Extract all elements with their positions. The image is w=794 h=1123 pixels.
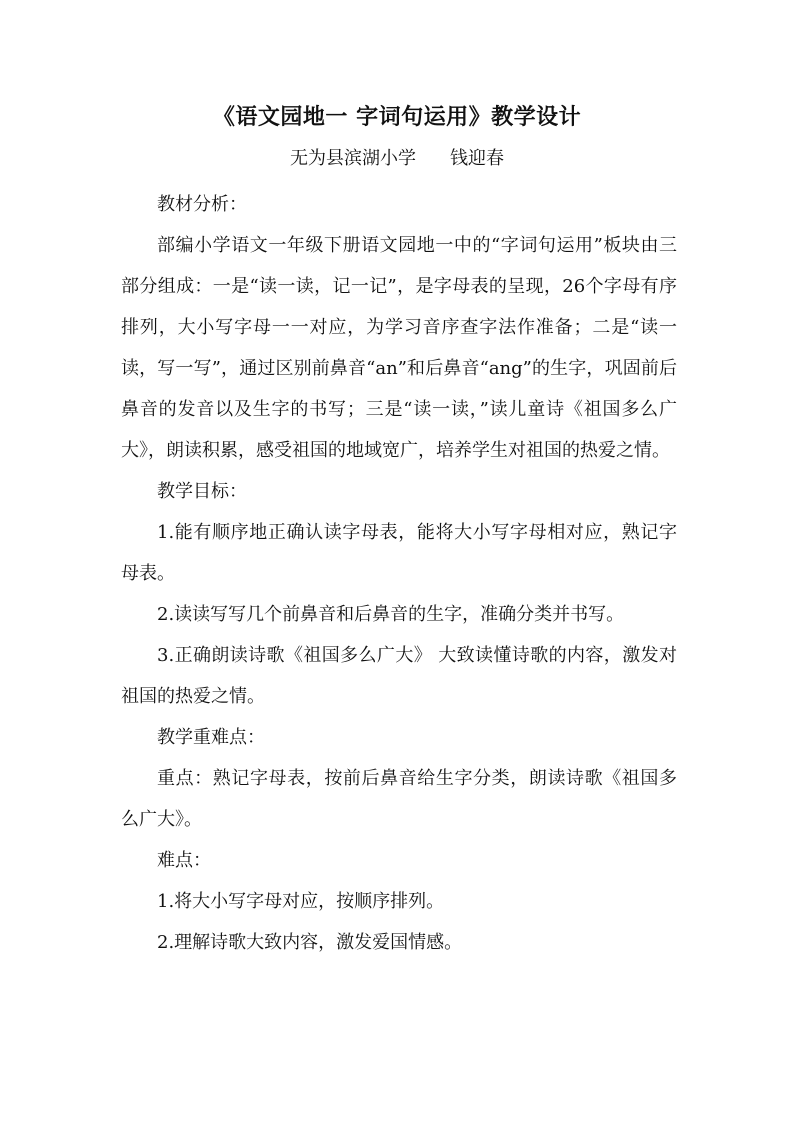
author-school: 无为县滨湖小学	[290, 148, 416, 169]
analysis-heading: 教材分析：	[157, 194, 247, 215]
keypoints-heading: 教学重难点：	[157, 727, 265, 748]
difficulty-item-2: 2.理解诗歌大致内容，激发爱国情感。	[157, 932, 463, 953]
key-point-paragraph: 重点：熟记字母表，按前后鼻音给生字分类，朗读诗歌《祖国多么广大》。	[121, 768, 677, 830]
document-title: 《语文园地一 字词句运用》教学设计	[212, 105, 582, 130]
goal-item-3: 3.正确朗读诗歌《祖国多么广大》 大致读懂诗歌的内容，激发对祖国的热爱之情。	[121, 645, 677, 707]
author-line	[0, 145, 794, 173]
difficulty-item-1: 1.将大小写字母对应，按顺序排列。	[157, 891, 445, 912]
goals-heading: 教学目标：	[157, 481, 247, 502]
difficulty-heading: 难点：	[157, 850, 211, 871]
goal-item-2: 2.读读写写几个前鼻音和后鼻音的生字，准确分类并书写。	[157, 604, 625, 625]
goal-item-1: 1.能有顺序地正确认读字母表，能将大小写字母相对应，熟记字母表。	[121, 522, 677, 584]
document-body	[121, 184, 677, 963]
analysis-paragraph: 部编小学语文一年级下册语文园地一中的“字词句运用”板块由三部分组成：一是“读一读，记一记”，是字母表的呈现，26个字母有序排列，大小写字母一一对应，为学习音序查字法作准备；二是“读一读，写一写”，通过区别前鼻音“an”和后鼻音“ang”的生字，巩固前后鼻音的发音以及生字的书写；三是“读一读，”读儿童诗《祖国多么广大》，朗读积累，感受祖国的地域宽广，培养学生对祖国的热爱之情。	[121, 235, 677, 461]
author-name: 钱迎春	[450, 148, 504, 169]
